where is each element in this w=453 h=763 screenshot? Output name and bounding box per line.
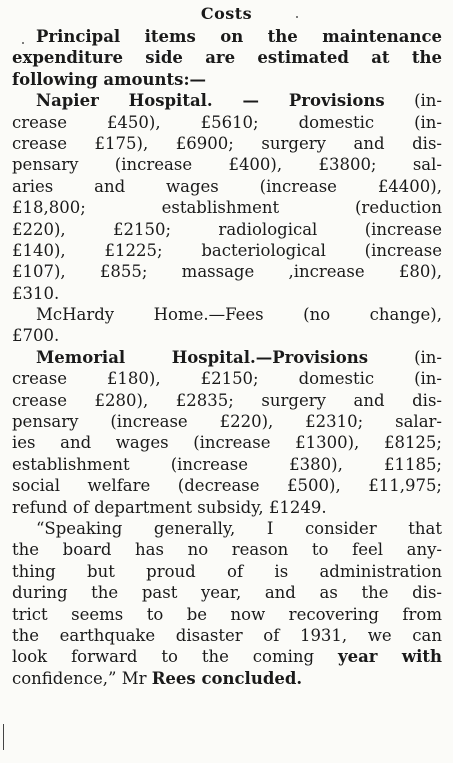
body-text: £18,800; establishment (reduction — [12, 198, 442, 218]
paragraph-quote — [12, 518, 442, 689]
text-line — [12, 197, 442, 218]
text-line — [12, 497, 442, 518]
text-line — [12, 368, 442, 389]
text-line — [12, 518, 442, 539]
article-column — [12, 26, 442, 689]
body-text: refund of department subsidy, £1249. — [12, 497, 327, 517]
text-line — [12, 604, 442, 625]
text-line — [12, 176, 442, 197]
text-line — [12, 668, 442, 689]
body-text: £220), £2150; radiological (increase — [12, 219, 442, 239]
paragraph-mchardy — [12, 304, 442, 347]
body-text: establishment (increase £380), £1185; — [12, 454, 442, 474]
body-text: thing but proud of is administration — [12, 561, 442, 581]
body-text: £700. — [12, 326, 60, 346]
body-text: pensary (increase £220), £2310; salar- — [12, 412, 442, 432]
text-line — [12, 219, 442, 240]
paragraph-intro — [12, 26, 442, 90]
body-text: crease £450), £5610; domestic (in- — [12, 112, 442, 132]
section-heading: Costs — [200, 4, 253, 23]
text-line — [12, 390, 442, 411]
text-line — [12, 646, 442, 667]
text-line — [12, 283, 442, 304]
body-text: social welfare (decrease £500), £11,975; — [12, 476, 442, 496]
text-line — [12, 261, 442, 282]
bold-text: Napier Hospital. — Provisions — [36, 91, 385, 111]
text-line — [12, 432, 442, 453]
text-line — [12, 325, 442, 346]
body-text: aries and wages (increase £4400), — [12, 176, 442, 196]
bold-text: Rees concluded. — [151, 668, 303, 688]
text-line — [12, 26, 442, 47]
body-text: the earthquake disaster of 1931, we can — [12, 625, 442, 645]
bold-text: Principal items on the maintenance — [36, 27, 442, 46]
body-text: £310. — [12, 283, 60, 303]
body-text: ies and wages (increase £1300), £8125; — [12, 433, 442, 453]
margin-mark — [3, 724, 4, 750]
text-line — [12, 347, 442, 368]
text-line — [12, 582, 442, 603]
text-line — [12, 304, 442, 325]
bold-text: year with — [338, 647, 442, 667]
text-line — [12, 154, 442, 175]
paragraph-napier — [12, 90, 442, 304]
text-line — [12, 90, 442, 111]
body-text: McHardy Home.—Fees (no change), — [36, 305, 442, 325]
body-text: £140), £1225; bacteriological (increase — [12, 240, 442, 260]
body-text: crease £280), £2835; surgery and dis- — [12, 390, 442, 410]
text-line — [12, 625, 442, 646]
body-text: (in- — [368, 347, 442, 367]
body-text: (in- — [384, 91, 442, 111]
body-text: crease £180), £2150; domestic (in- — [12, 369, 442, 389]
bold-text: expenditure side are estimated at the — [12, 48, 442, 68]
body-text: the board has no reason to feel any- — [12, 540, 442, 560]
body-text: £107), £855; massage ,increase £80), — [12, 262, 442, 282]
text-line — [12, 561, 442, 582]
body-text: confidence,” Mr — [12, 668, 152, 688]
print-speck — [22, 42, 24, 44]
body-text: crease £175), £6900; surgery and dis- — [12, 133, 442, 153]
text-line — [12, 133, 442, 154]
text-line — [12, 240, 442, 261]
body-text: during the past year, and as the dis- — [12, 583, 442, 603]
text-line — [12, 69, 442, 90]
text-line — [12, 47, 442, 68]
bold-text: Memorial Hospital.—Provisions — [36, 347, 369, 367]
bold-text: following amounts:— — [12, 69, 207, 89]
text-line — [12, 475, 442, 496]
text-line — [12, 411, 442, 432]
text-line — [12, 454, 442, 475]
body-text: look forward to the coming — [12, 647, 338, 667]
print-speck — [296, 16, 298, 18]
text-line — [12, 539, 442, 560]
body-text: pensary (increase £400), £3800; sal- — [12, 155, 442, 175]
paragraph-memorial — [12, 347, 442, 518]
body-text: “Speaking generally, I consider that — [36, 518, 442, 538]
text-line — [12, 112, 442, 133]
body-text: trict seems to be now recovering from — [12, 604, 442, 624]
